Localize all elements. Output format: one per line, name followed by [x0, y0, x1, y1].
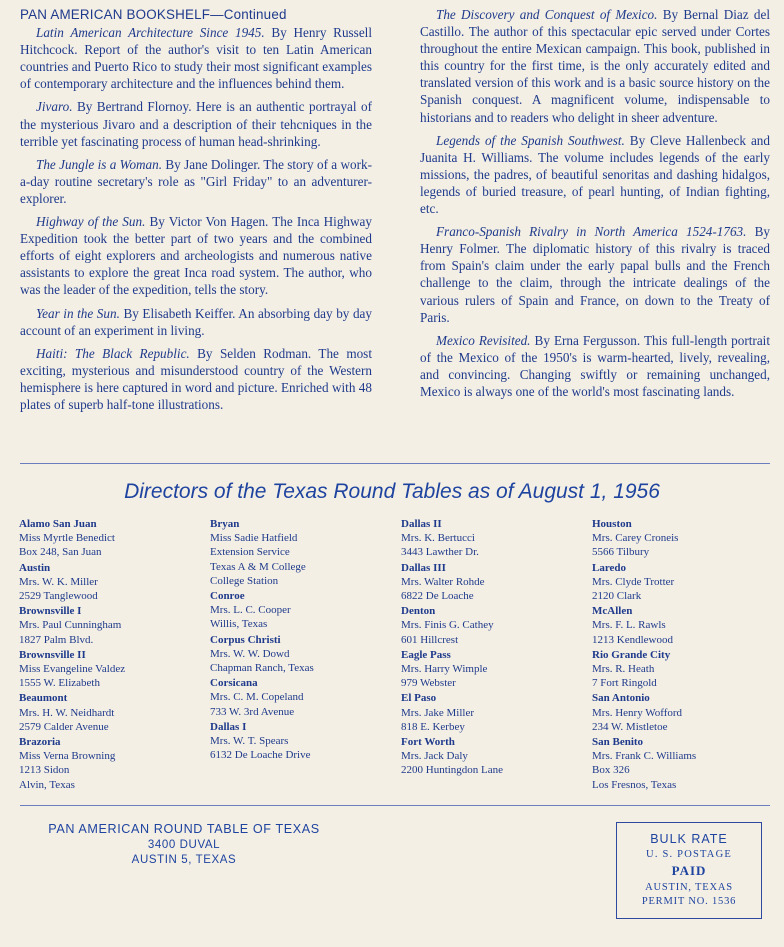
- book-entry: [420, 332, 770, 400]
- book-title: Highway of the Sun.: [36, 214, 146, 230]
- book-entry: [20, 156, 372, 207]
- round-table-location: Dallas III: [401, 561, 446, 574]
- director-name: Mrs. F. L. Rawls: [592, 619, 666, 632]
- director-entry: [592, 604, 772, 647]
- director-address-line: 818 E. Kerbey: [401, 720, 465, 733]
- director-name: Mrs. Walter Rohde: [401, 575, 485, 588]
- director-entry: [19, 561, 199, 604]
- director-address-line: Chapman Ranch, Texas: [210, 662, 314, 675]
- right-entry-list: [420, 6, 770, 400]
- stamp-line-2: U. S. POSTAGE: [646, 849, 732, 860]
- director-name: Miss Evangeline Valdez: [19, 663, 126, 676]
- round-table-location: Eagle Pass: [401, 648, 451, 661]
- round-table-location: McAllen: [592, 605, 633, 618]
- director-name: Mrs. Paul Cunningham: [19, 619, 122, 632]
- director-name: Miss Myrtle Benedict: [19, 532, 115, 545]
- book-title: The Jungle is a Woman.: [36, 156, 163, 172]
- director-address-line: 733 W. 3rd Avenue: [210, 705, 295, 718]
- book-title: Legends of the Spanish Southwest.: [436, 132, 625, 148]
- round-table-location: Houston: [592, 518, 632, 530]
- director-address-line: Texas A & M College: [210, 560, 306, 573]
- director-address-line: Box 248, San Juan: [19, 546, 102, 559]
- director-name: Miss Verna Browning: [19, 750, 116, 763]
- director-entry: [592, 648, 772, 691]
- director-address-line: College Station: [210, 574, 279, 587]
- section-header: PAN AMERICAN BOOKSHELF—Continued: [20, 7, 287, 22]
- book-description: By Erna Fergusson. This full-length portrait of the Mexico of the 1950's is warm-hearted, lively, revealing, and convincing. Changing swiftly or remaining unchanged, Mexico is always one of the world's most fascinating lands.: [420, 332, 771, 399]
- book-entry: [420, 6, 770, 126]
- book-entry: [20, 345, 372, 413]
- book-entry: [20, 305, 372, 339]
- director-address-line: 6822 De Loache: [401, 590, 474, 603]
- directors-title: Directors of the Texas Round Tables as of August 1, 1956: [124, 480, 660, 503]
- round-table-location: Corpus Christi: [210, 633, 281, 646]
- director-address-line: 234 W. Mistletoe: [592, 720, 668, 733]
- round-table-location: Dallas II: [401, 518, 442, 530]
- round-table-location: Conroe: [210, 590, 245, 603]
- director-address-line: 7 Fort Ringold: [592, 677, 657, 690]
- book-description: By Elisabeth Keiffer. An absorbing day by day account of an experiment in living.: [20, 305, 372, 338]
- directors-column-3: [401, 517, 581, 779]
- book-title: Mexico Revisited.: [436, 332, 531, 348]
- divider-rule: [20, 463, 770, 464]
- round-table-location: Beaumont: [19, 692, 68, 705]
- director-name: Mrs. Clyde Trotter: [592, 575, 675, 588]
- director-name: Mrs. W. W. Dowd: [210, 647, 290, 660]
- director-entry: [592, 517, 772, 560]
- director-entry: [401, 561, 581, 604]
- director-address-line: 3443 Lawther Dr.: [401, 546, 479, 559]
- book-title: Jivaro.: [36, 99, 73, 115]
- director-address-line: Willis, Texas: [210, 618, 268, 631]
- director-entry: [401, 691, 581, 734]
- book-title: Haiti: The Black Republic.: [36, 345, 190, 361]
- round-table-location: Bryan: [210, 518, 240, 530]
- director-name: Mrs. H. W. Neidhardt: [19, 706, 115, 719]
- book-description: By Henry Russell Hitchcock. Report of the author's visit to ten Latin American countries and Puerto Rico to study their most significant examples of contemporary architecture and the influences behind them.: [20, 25, 372, 92]
- book-entry: [420, 223, 770, 326]
- director-entry: [401, 648, 581, 691]
- director-name: Mrs. Carey Croneis: [592, 532, 679, 545]
- book-title: Latin American Architecture Since 1945.: [36, 25, 265, 41]
- director-entry: [19, 517, 199, 560]
- organization-name: PAN AMERICAN ROUND TABLE OF TEXAS: [48, 822, 320, 836]
- round-table-location: San Antonio: [592, 692, 650, 705]
- book-description: By Henry Folmer. The diplomatic history of this rivalry is traced from Spain's claim under the early papal bulls and the French challenge to the claim, through the intricate dealings of the various rulers of Spain and France, on down to the Treaty of Paris.: [420, 224, 770, 325]
- postage-stamp-box: [616, 822, 762, 919]
- address-line-2: AUSTIN 5, TEXAS: [131, 854, 237, 866]
- bookshelf-right-column: [420, 6, 770, 406]
- director-entry: [592, 691, 772, 734]
- stamp-line-1: BULK RATE: [650, 832, 728, 846]
- directors-column-4: [592, 517, 772, 793]
- director-entry: [401, 604, 581, 647]
- round-table-location: San Benito: [592, 736, 644, 749]
- director-address-line: 979 Webster: [401, 677, 456, 690]
- bookshelf-left-column: [20, 6, 372, 419]
- director-name: Mrs. Jake Miller: [401, 706, 475, 719]
- book-description: By Victor Von Hagen. The Inca Highway Expedition took the better part of two years and the combined efforts of eight explorers and archeologists and numerous native assistants to explore the great Inca road system. The author, who was the leader of the expedition, tells the story.: [20, 214, 372, 298]
- director-name: Mrs. Harry Wimple: [401, 663, 488, 676]
- round-table-location: Laredo: [592, 561, 627, 574]
- director-address-line: 5566 Tilbury: [592, 546, 650, 559]
- stamp-line-5: PERMIT NO. 1536: [641, 896, 737, 907]
- director-entry: [19, 604, 199, 647]
- director-address-line: 1213 Kendlewood: [592, 633, 673, 646]
- round-table-location: Dallas I: [210, 720, 247, 733]
- book-description: By Cleve Hallenbeck and Juanita H. Williams. The volume includes legends of the early missions, the padres, of beautiful senoritas and dashing hidalgos, legends of buried treasure, of pearl hunting, of Indian fighting, etc.: [420, 132, 770, 217]
- directors-column-2: [210, 517, 390, 763]
- director-address-line: 2579 Calder Avenue: [19, 720, 109, 733]
- director-address-line: Los Fresnos, Texas: [592, 778, 677, 791]
- director-name: Miss Sadie Hatfield: [210, 532, 298, 545]
- director-entry: [210, 720, 390, 763]
- book-entry: [420, 132, 770, 217]
- round-table-location: Corsicana: [210, 677, 258, 690]
- address-line-1: 3400 DUVAL: [147, 839, 221, 851]
- director-entry: [592, 735, 772, 792]
- director-entry: [401, 735, 581, 778]
- stamp-line-3: PAID: [671, 863, 707, 878]
- director-name: Mrs. C. M. Copeland: [210, 691, 304, 704]
- book-title: Franco-Spanish Rivalry in North America 1524-1763.: [436, 224, 747, 240]
- director-entry: [401, 517, 581, 560]
- director-entry: [592, 561, 772, 604]
- director-address-line: 601 Hillcrest: [401, 633, 459, 646]
- round-table-location: Rio Grande City: [592, 648, 671, 661]
- director-address-line: Box 326: [592, 764, 630, 777]
- director-name: Mrs. Frank C. Williams: [592, 750, 697, 763]
- director-address-line: 6132 De Loache Drive: [210, 749, 311, 762]
- stamp-line-4: AUSTIN, TEXAS: [645, 882, 733, 893]
- round-table-location: Brazoria: [19, 736, 61, 749]
- round-table-location: Brownsville I: [19, 605, 82, 618]
- book-entry: [20, 24, 372, 92]
- director-name: Mrs. W. K. Miller: [19, 575, 98, 588]
- book-title: Year in the Sun.: [36, 305, 120, 321]
- footer-divider-rule: [20, 805, 770, 806]
- directors-column-1: [19, 517, 199, 793]
- director-entry: [210, 633, 390, 676]
- director-name: Mrs. Henry Wofford: [592, 706, 683, 719]
- director-name: Mrs. Jack Daly: [401, 750, 468, 763]
- left-entry-list: [20, 24, 372, 413]
- director-entry: [19, 691, 199, 734]
- round-table-location: Denton: [401, 605, 436, 618]
- book-description: By Bertrand Flornoy. Here is an authentic portrayal of the mysterious Jivaro and a description of their tehcniques in the terrible yet fascinating process of human head-shrinking.: [20, 99, 372, 149]
- director-address-line: 1827 Palm Blvd.: [19, 633, 94, 646]
- director-entry: [210, 517, 390, 588]
- director-entry: [19, 648, 199, 691]
- director-address-line: 2529 Tanglewood: [19, 590, 98, 603]
- director-entry: [210, 676, 390, 719]
- book-entry: [20, 98, 372, 149]
- round-table-location: Fort Worth: [401, 736, 455, 749]
- round-table-location: Alamo San Juan: [19, 518, 97, 530]
- round-table-location: Brownsville II: [19, 648, 86, 661]
- director-entry: [210, 589, 390, 632]
- book-description: By Selden Rodman. The most exciting, mysterious and misunderstood country of the Western hemisphere is here captured in word and picture. Enriched with 48 plates of superb half-tone illustrations.: [20, 345, 372, 412]
- director-address-line: 1555 W. Elizabeth: [19, 677, 100, 690]
- director-name: Mrs. L. C. Cooper: [210, 604, 291, 617]
- organization-address: [14, 822, 354, 866]
- director-address-line: 1213 Sidon: [19, 764, 70, 777]
- director-address-line: 2120 Clark: [592, 590, 642, 603]
- book-title: The Discovery and Conquest of Mexico.: [436, 7, 658, 22]
- director-address-line: 2200 Huntingdon Lane: [401, 764, 504, 777]
- director-address-line: Extension Service: [210, 546, 290, 559]
- director-name: Mrs. Finis G. Cathey: [401, 619, 494, 632]
- book-entry: [20, 213, 372, 298]
- book-description: By Jane Dolinger. The story of a work-a-day routine secretary's role as "Girl Friday" to an adventurer-explorer.: [20, 156, 372, 206]
- round-table-location: Austin: [19, 561, 51, 574]
- director-name: Mrs. W. T. Spears: [210, 735, 289, 748]
- director-address-line: Alvin, Texas: [19, 778, 75, 791]
- director-name: Mrs. R. Heath: [592, 663, 655, 676]
- book-description: By Bernal Diaz del Castillo. The author of this spectacular epic served under Cortes throughout the entire Mexican campaign. This book, published in this country for the first time, is the only accurately edited and translated version of this work and is a basic source history on the Spanish conquest. A magnificent volume, indispensable to historians and to readers who delight in sheer adventure.: [420, 7, 770, 125]
- round-table-location: El Paso: [401, 692, 437, 705]
- director-name: Mrs. K. Bertucci: [401, 532, 475, 545]
- director-entry: [19, 735, 199, 792]
